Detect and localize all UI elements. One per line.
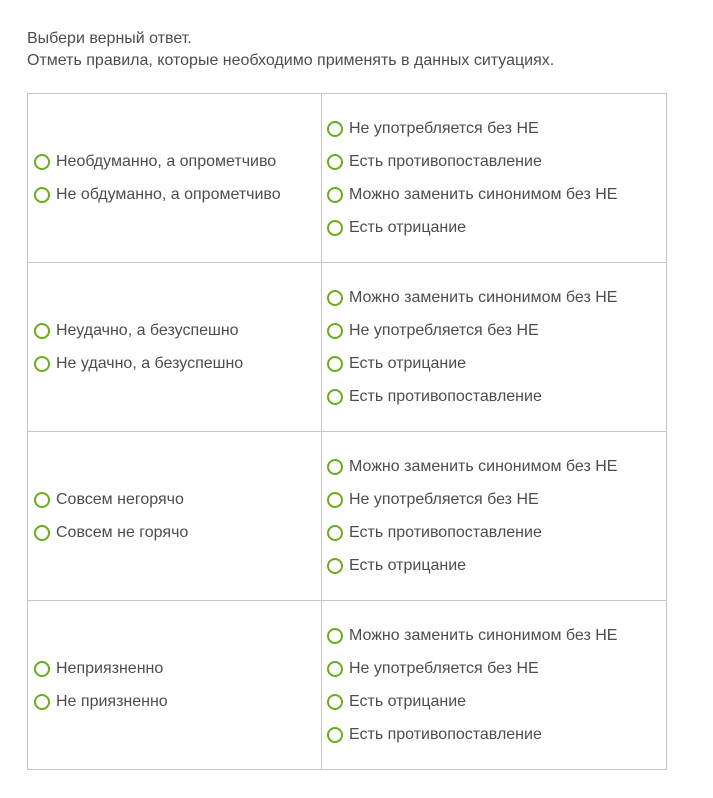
phrase-options [28, 151, 321, 205]
radio-icon[interactable] [34, 694, 50, 710]
option-label: Не употребляется без НЕ [349, 490, 539, 508]
radio-icon[interactable] [327, 290, 343, 306]
rule-option[interactable] [327, 555, 666, 576]
rule-option[interactable] [327, 217, 666, 238]
quiz-row [28, 94, 667, 263]
phrase-option[interactable] [34, 151, 321, 172]
option-label: Не употребляется без НЕ [349, 321, 539, 339]
phrase-option[interactable] [34, 522, 321, 543]
radio-icon[interactable] [327, 628, 343, 644]
phrase-cell [28, 432, 322, 601]
radio-icon[interactable] [327, 525, 343, 541]
option-label: Неудачно, а безуспешно [56, 321, 239, 339]
radio-icon[interactable] [327, 187, 343, 203]
option-label: Можно заменить синонимом без НЕ [349, 457, 618, 475]
phrase-cell [28, 94, 322, 263]
rule-options [322, 118, 666, 238]
rule-option[interactable] [327, 353, 666, 374]
rule-option[interactable] [327, 724, 666, 745]
option-label: Есть противопоставление [349, 523, 542, 541]
option-label: Есть отрицание [349, 556, 467, 574]
option-label: Можно заменить синонимом без НЕ [349, 288, 618, 306]
radio-icon[interactable] [34, 525, 50, 541]
radio-icon[interactable] [327, 389, 343, 405]
radio-icon[interactable] [327, 459, 343, 475]
rule-option[interactable] [327, 522, 666, 543]
option-label: Есть отрицание [349, 354, 467, 372]
quiz-row [28, 601, 667, 770]
option-label: Можно заменить синонимом без НЕ [349, 626, 618, 644]
quiz-table [27, 93, 667, 770]
option-label: Не удачно, а безуспешно [56, 354, 244, 372]
phrase-option[interactable] [34, 184, 321, 205]
option-label: Не приязненно [56, 692, 168, 710]
radio-icon[interactable] [327, 323, 343, 339]
option-label: Есть противопоставление [349, 725, 542, 743]
instruction-title: Выбери верный ответ. [27, 30, 192, 47]
phrase-options [28, 489, 321, 543]
option-label: Есть отрицание [349, 692, 467, 710]
rule-option[interactable] [327, 625, 666, 646]
rule-option[interactable] [327, 184, 666, 205]
radio-icon[interactable] [34, 187, 50, 203]
radio-icon[interactable] [34, 154, 50, 170]
rule-options [322, 625, 666, 745]
radio-icon[interactable] [327, 661, 343, 677]
option-label: Не употребляется без НЕ [349, 119, 539, 137]
option-label: Не употребляется без НЕ [349, 659, 539, 677]
rule-option[interactable] [327, 118, 666, 139]
task-instructions [27, 28, 554, 72]
radio-icon[interactable] [34, 356, 50, 372]
rule-option[interactable] [327, 691, 666, 712]
rule-option[interactable] [327, 386, 666, 407]
phrase-option[interactable] [34, 691, 321, 712]
option-label: Совсем не горячо [56, 523, 189, 541]
option-label: Необдуманно, а опрометчиво [56, 152, 277, 170]
rule-cell [322, 263, 667, 432]
phrase-option[interactable] [34, 353, 321, 374]
radio-icon[interactable] [327, 121, 343, 137]
phrase-options [28, 658, 321, 712]
option-label: Есть противопоставление [349, 152, 542, 170]
radio-icon[interactable] [34, 323, 50, 339]
rule-option[interactable] [327, 456, 666, 477]
rule-cell [322, 601, 667, 770]
option-label: Есть противопоставление [349, 387, 542, 405]
phrase-option[interactable] [34, 489, 321, 510]
phrase-option[interactable] [34, 658, 321, 679]
radio-icon[interactable] [327, 220, 343, 236]
radio-icon[interactable] [327, 727, 343, 743]
radio-icon[interactable] [327, 154, 343, 170]
radio-icon[interactable] [327, 694, 343, 710]
quiz-row [28, 432, 667, 601]
rule-option[interactable] [327, 287, 666, 308]
quiz-row [28, 263, 667, 432]
option-label: Совсем негорячо [56, 490, 184, 508]
phrase-cell [28, 601, 322, 770]
phrase-cell [28, 263, 322, 432]
option-label: Можно заменить синонимом без НЕ [349, 185, 618, 203]
rule-cell [322, 94, 667, 263]
instruction-text: Отметь правила, которые необходимо применять в данных ситуациях. [27, 52, 555, 69]
rule-cell [322, 432, 667, 601]
radio-icon[interactable] [327, 356, 343, 372]
option-label: Неприязненно [56, 659, 164, 677]
radio-icon[interactable] [327, 558, 343, 574]
rule-options [322, 456, 666, 576]
phrase-option[interactable] [34, 320, 321, 341]
rule-options [322, 287, 666, 407]
option-label: Есть отрицание [349, 218, 467, 236]
option-label: Не обдуманно, а опрометчиво [56, 185, 281, 203]
rule-option[interactable] [327, 658, 666, 679]
rule-option[interactable] [327, 320, 666, 341]
radio-icon[interactable] [34, 492, 50, 508]
rule-option[interactable] [327, 489, 666, 510]
radio-icon[interactable] [34, 661, 50, 677]
phrase-options [28, 320, 321, 374]
rule-option[interactable] [327, 151, 666, 172]
radio-icon[interactable] [327, 492, 343, 508]
